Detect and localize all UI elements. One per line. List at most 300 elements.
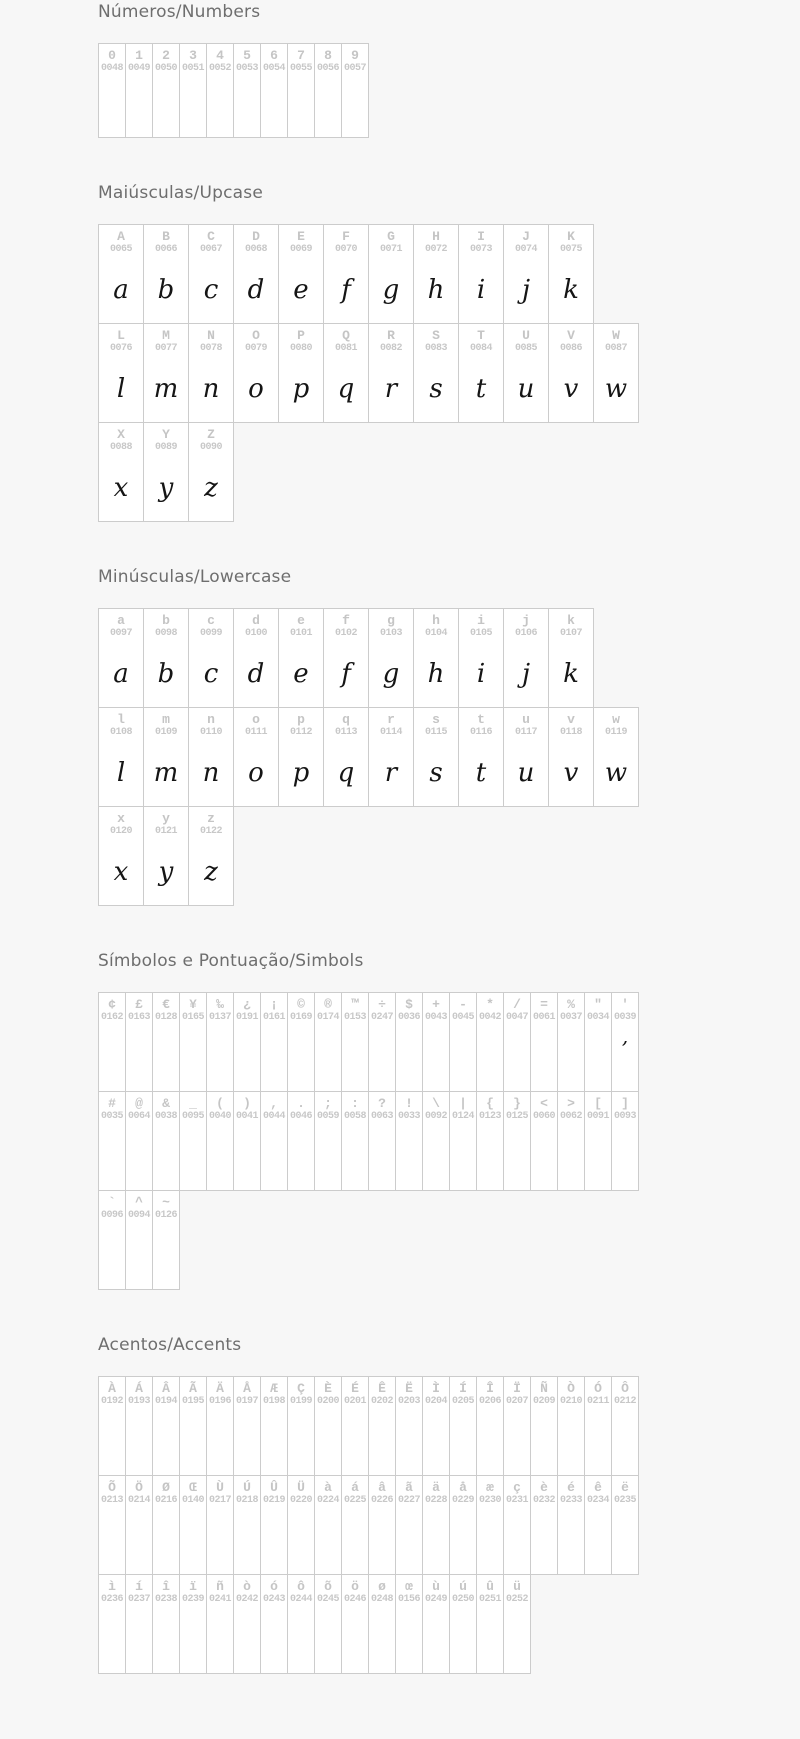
glyph-cell xyxy=(152,992,180,1092)
section-title: Símbolos e Pontuação/Simbols xyxy=(98,951,364,971)
character-code: 0237 xyxy=(127,1594,150,1605)
character-label: u xyxy=(522,712,530,727)
character-code: 0124 xyxy=(451,1111,474,1122)
character-code: 0071 xyxy=(379,244,402,255)
character-label: ? xyxy=(378,1096,386,1111)
character-code: 0246 xyxy=(343,1594,366,1605)
character-code: 0041 xyxy=(235,1111,258,1122)
character-code: 0242 xyxy=(235,1594,258,1605)
glyph-cell xyxy=(314,1574,342,1674)
character-label: F xyxy=(342,229,350,244)
glyph-cell xyxy=(548,707,594,807)
glyph-cell xyxy=(278,224,324,324)
character-code: 0085 xyxy=(514,343,537,354)
glyph-cell xyxy=(548,224,594,324)
glyph-preview xyxy=(369,1123,395,1190)
character-code: 0219 xyxy=(262,1495,285,1506)
character-label: p xyxy=(297,712,305,727)
character-label: _ xyxy=(189,1096,197,1111)
glyph-preview: r xyxy=(384,373,398,404)
glyph-cell xyxy=(395,1574,423,1674)
glyph-cell xyxy=(368,1475,396,1575)
glyph-cell xyxy=(98,608,144,708)
glyph-preview xyxy=(369,1507,395,1574)
character-code: 0044 xyxy=(262,1111,285,1122)
glyph-preview xyxy=(315,1123,341,1190)
character-code: 0099 xyxy=(199,628,222,639)
character-code: 0055 xyxy=(289,63,312,74)
character-label: ] xyxy=(621,1096,629,1111)
character-label: y xyxy=(162,811,170,826)
glyph-preview xyxy=(369,1606,395,1673)
character-code: 0128 xyxy=(154,1012,177,1023)
glyph-cell xyxy=(206,992,234,1092)
glyph-cell xyxy=(260,1091,288,1191)
character-label: ì xyxy=(108,1579,116,1594)
character-label: Ó xyxy=(594,1381,602,1396)
glyph-cell xyxy=(395,1376,423,1476)
glyph-row xyxy=(98,608,800,708)
character-label: ‰ xyxy=(216,997,224,1012)
glyph-preview xyxy=(99,1123,125,1190)
glyph-row xyxy=(98,992,800,1092)
glyph-preview xyxy=(288,1606,314,1673)
character-label: Ã xyxy=(189,1381,197,1396)
glyph-preview xyxy=(450,1606,476,1673)
glyph-preview xyxy=(450,1507,476,1574)
character-label: > xyxy=(567,1096,575,1111)
character-label: ê xyxy=(594,1480,602,1495)
glyph-cell xyxy=(278,323,324,423)
character-code: 0251 xyxy=(478,1594,501,1605)
glyph-cell xyxy=(323,323,369,423)
glyph-preview xyxy=(504,1507,530,1574)
character-label: P xyxy=(297,328,305,343)
character-label: + xyxy=(432,997,440,1012)
character-label: é xyxy=(567,1480,575,1495)
glyph-cell xyxy=(584,992,612,1092)
character-code: 0079 xyxy=(244,343,267,354)
character-label: k xyxy=(567,613,575,628)
character-code: 0036 xyxy=(397,1012,420,1023)
glyph-preview xyxy=(531,1507,557,1574)
character-code: 0063 xyxy=(370,1111,393,1122)
character-code: 0112 xyxy=(289,727,312,738)
character-code: 0243 xyxy=(262,1594,285,1605)
character-label: ( xyxy=(216,1096,224,1111)
character-code: 0226 xyxy=(370,1495,393,1506)
character-label: o xyxy=(252,712,260,727)
glyph-preview xyxy=(531,1024,557,1091)
glyph-preview: n xyxy=(202,757,220,788)
character-code: 0202 xyxy=(370,1396,393,1407)
character-code: 0239 xyxy=(181,1594,204,1605)
glyph-cell xyxy=(143,323,189,423)
character-code: 0220 xyxy=(289,1495,312,1506)
glyph-cell xyxy=(368,992,396,1092)
glyph-preview xyxy=(612,1123,638,1190)
character-label: à xyxy=(324,1480,332,1495)
character-code: 0245 xyxy=(316,1594,339,1605)
glyph-preview xyxy=(558,1507,584,1574)
character-label: j xyxy=(522,613,530,628)
character-code: 0207 xyxy=(505,1396,528,1407)
glyph-cell xyxy=(260,1574,288,1674)
glyph-preview: w xyxy=(604,757,628,788)
character-code: 0040 xyxy=(208,1111,231,1122)
character-label: É xyxy=(351,1381,359,1396)
glyph-preview xyxy=(207,75,233,137)
glyph-cell xyxy=(206,1574,234,1674)
character-label: æ xyxy=(486,1480,494,1495)
glyph-cell xyxy=(323,224,369,324)
glyph-preview xyxy=(180,75,206,137)
glyph-preview xyxy=(153,1222,179,1289)
glyph-cell xyxy=(413,323,459,423)
glyph-preview: a xyxy=(113,274,129,305)
character-label: D xyxy=(252,229,260,244)
glyph-cell xyxy=(449,1376,477,1476)
glyph-preview xyxy=(342,75,368,137)
character-code: 0156 xyxy=(397,1594,420,1605)
glyph-preview xyxy=(450,1024,476,1091)
character-label: Õ xyxy=(108,1480,116,1495)
glyph-preview xyxy=(558,1408,584,1475)
character-label: s xyxy=(432,712,440,727)
character-code: 0067 xyxy=(199,244,222,255)
character-code: 0137 xyxy=(208,1012,231,1023)
character-label: l xyxy=(117,712,125,727)
character-code: 0162 xyxy=(100,1012,123,1023)
character-code: 0120 xyxy=(109,826,132,837)
glyph-preview xyxy=(99,1024,125,1091)
glyph-cell xyxy=(476,1376,504,1476)
glyph-preview: q xyxy=(337,757,355,788)
glyph-cell xyxy=(368,224,414,324)
character-label: = xyxy=(540,997,548,1012)
character-label: ÷ xyxy=(378,997,386,1012)
glyph-preview xyxy=(180,1024,206,1091)
glyph-preview: c xyxy=(203,658,219,689)
glyph-preview xyxy=(180,1123,206,1190)
character-label: £ xyxy=(135,997,143,1012)
glyph-cell xyxy=(179,992,207,1092)
character-code: 0054 xyxy=(262,63,285,74)
glyph-preview xyxy=(261,1024,287,1091)
character-code: 0101 xyxy=(289,628,312,639)
glyph-preview xyxy=(396,1024,422,1091)
character-code: 0103 xyxy=(379,628,402,639)
glyph-preview xyxy=(99,1408,125,1475)
character-label: 2 xyxy=(162,48,170,63)
character-code: 0206 xyxy=(478,1396,501,1407)
glyph-cell xyxy=(125,992,153,1092)
glyph-cell xyxy=(125,43,153,138)
glyph-cell xyxy=(98,43,126,138)
glyph-cell xyxy=(593,323,639,423)
character-label: e xyxy=(297,613,305,628)
character-code: 0051 xyxy=(181,63,204,74)
character-code: 0210 xyxy=(559,1396,582,1407)
character-code: 0111 xyxy=(244,727,267,738)
glyph-cell xyxy=(260,1376,288,1476)
character-label: Ö xyxy=(135,1480,143,1495)
glyph-cell xyxy=(233,992,261,1092)
character-code: 0042 xyxy=(478,1012,501,1023)
character-label: á xyxy=(351,1480,359,1495)
character-label: $ xyxy=(405,997,413,1012)
glyph-cell xyxy=(98,1475,126,1575)
glyph-cell xyxy=(368,707,414,807)
character-code: 0191 xyxy=(235,1012,258,1023)
glyph-preview xyxy=(207,1606,233,1673)
character-code: 0110 xyxy=(199,727,222,738)
glyph-cell xyxy=(233,608,279,708)
character-label: Í xyxy=(459,1381,467,1396)
glyph-cell xyxy=(611,1475,639,1575)
glyph-cell xyxy=(143,224,189,324)
character-code: 0241 xyxy=(208,1594,231,1605)
character-code: 0096 xyxy=(100,1210,123,1221)
glyph-preview xyxy=(450,1408,476,1475)
glyph-preview xyxy=(261,1408,287,1475)
glyph-preview xyxy=(153,1606,179,1673)
glyph-cell xyxy=(611,992,639,1092)
glyph-cell xyxy=(584,1091,612,1191)
glyph-preview xyxy=(477,1408,503,1475)
glyph-preview xyxy=(288,1507,314,1574)
glyph-cell xyxy=(98,806,144,906)
glyph-preview xyxy=(504,1606,530,1673)
character-label: U xyxy=(522,328,530,343)
glyph-preview: x xyxy=(113,856,129,887)
glyph-cell xyxy=(368,1091,396,1191)
character-label: ñ xyxy=(216,1579,224,1594)
glyph-cell xyxy=(341,1376,369,1476)
glyph-cell xyxy=(422,1475,450,1575)
glyph-preview: l xyxy=(116,373,126,404)
glyph-cell xyxy=(584,1376,612,1476)
glyph-cell xyxy=(125,1190,153,1290)
character-code: 0050 xyxy=(154,63,177,74)
character-label: ! xyxy=(405,1096,413,1111)
character-code: 0163 xyxy=(127,1012,150,1023)
character-code: 0169 xyxy=(289,1012,312,1023)
glyph-preview xyxy=(396,1408,422,1475)
character-label: [ xyxy=(594,1096,602,1111)
character-label: Ò xyxy=(567,1381,575,1396)
glyph-preview: z xyxy=(204,856,218,887)
character-label: ' xyxy=(621,997,629,1012)
character-label: X xyxy=(117,427,125,442)
character-label: ™ xyxy=(351,997,359,1012)
character-label: r xyxy=(387,712,395,727)
glyph-preview xyxy=(99,1507,125,1574)
character-label: Ñ xyxy=(540,1381,548,1396)
glyph-cell xyxy=(287,1574,315,1674)
glyph-preview: v xyxy=(563,757,579,788)
glyph-cell xyxy=(503,224,549,324)
glyph-preview: y xyxy=(158,856,174,887)
character-code: 0083 xyxy=(424,343,447,354)
glyph-preview xyxy=(153,1024,179,1091)
character-code: 0080 xyxy=(289,343,312,354)
glyph-preview: n xyxy=(202,373,220,404)
character-label: c xyxy=(207,613,215,628)
glyph-cell xyxy=(233,224,279,324)
glyph-preview xyxy=(369,1024,395,1091)
glyph-cell xyxy=(179,1376,207,1476)
character-label: Ù xyxy=(216,1480,224,1495)
character-label: " xyxy=(594,997,602,1012)
character-label: ® xyxy=(324,997,332,1012)
glyph-cell xyxy=(368,1376,396,1476)
character-code: 0060 xyxy=(532,1111,555,1122)
glyph-preview xyxy=(477,1024,503,1091)
glyph-cell xyxy=(548,608,594,708)
glyph-preview xyxy=(261,1507,287,1574)
character-label: œ xyxy=(405,1579,413,1594)
glyph-cell xyxy=(503,323,549,423)
character-label: : xyxy=(351,1096,359,1111)
glyph-preview xyxy=(504,1024,530,1091)
glyph-cell xyxy=(548,323,594,423)
glyph-cell xyxy=(179,1475,207,1575)
glyph-cell xyxy=(179,1091,207,1191)
glyph-cell xyxy=(341,1574,369,1674)
glyph-preview: p xyxy=(292,757,310,788)
glyph-cell xyxy=(503,992,531,1092)
character-label: ú xyxy=(459,1579,467,1594)
character-label: v xyxy=(567,712,575,727)
glyph-preview xyxy=(288,75,314,137)
glyph-cell xyxy=(98,707,144,807)
glyph-preview xyxy=(342,1507,368,1574)
character-label: M xyxy=(162,328,170,343)
character-code: 0217 xyxy=(208,1495,231,1506)
character-label: Œ xyxy=(189,1480,197,1495)
glyph-cell xyxy=(449,1475,477,1575)
glyph-cell xyxy=(503,707,549,807)
character-code: 0198 xyxy=(262,1396,285,1407)
character-code: 0213 xyxy=(100,1495,123,1506)
character-code: 0119 xyxy=(604,727,627,738)
character-code: 0109 xyxy=(154,727,177,738)
character-code: 0228 xyxy=(424,1495,447,1506)
glyph-cell xyxy=(233,707,279,807)
glyph-cell xyxy=(233,1475,261,1575)
character-code: 0122 xyxy=(199,826,222,837)
glyph-cell xyxy=(611,1376,639,1476)
glyph-preview: p xyxy=(292,373,310,404)
glyph-preview xyxy=(288,1123,314,1190)
character-code: 0033 xyxy=(397,1111,420,1122)
character-label: K xyxy=(567,229,575,244)
glyph-cell xyxy=(395,992,423,1092)
glyph-preview: t xyxy=(475,757,487,788)
character-code: 0104 xyxy=(424,628,447,639)
character-code: 0161 xyxy=(262,1012,285,1023)
character-code: 0062 xyxy=(559,1111,582,1122)
character-code: 0195 xyxy=(181,1396,204,1407)
glyph-cell xyxy=(557,992,585,1092)
character-label: Ê xyxy=(378,1381,386,1396)
glyph-preview xyxy=(315,75,341,137)
character-code: 0230 xyxy=(478,1495,501,1506)
glyph-preview: o xyxy=(248,373,264,404)
glyph-row xyxy=(98,422,800,522)
glyph-cell xyxy=(503,1475,531,1575)
glyph-preview: j xyxy=(521,658,531,689)
glyph-preview xyxy=(207,1123,233,1190)
glyph-preview: y xyxy=(158,472,174,503)
glyph-cell xyxy=(152,43,180,138)
character-code: 0232 xyxy=(532,1495,555,1506)
character-label: 5 xyxy=(243,48,251,63)
character-code: 0081 xyxy=(334,343,357,354)
section-accents xyxy=(98,1335,800,1674)
glyph-cell xyxy=(287,992,315,1092)
glyph-preview: a xyxy=(113,658,129,689)
glyph-preview xyxy=(153,1408,179,1475)
character-label: H xyxy=(432,229,440,244)
glyph-cell xyxy=(395,1475,423,1575)
glyph-preview xyxy=(234,1024,260,1091)
glyph-preview: h xyxy=(427,274,445,305)
glyph-cell xyxy=(314,1376,342,1476)
glyph-cell xyxy=(341,992,369,1092)
character-label: Ü xyxy=(297,1480,305,1495)
character-code: 0066 xyxy=(154,244,177,255)
glyph-preview xyxy=(288,1024,314,1091)
character-label: S xyxy=(432,328,440,343)
character-label: , xyxy=(270,1096,278,1111)
glyph-cell xyxy=(422,1574,450,1674)
character-code: 0247 xyxy=(370,1012,393,1023)
glyph-cell xyxy=(143,707,189,807)
glyph-cell xyxy=(287,43,315,138)
character-label: < xyxy=(540,1096,548,1111)
character-code: 0140 xyxy=(181,1495,204,1506)
glyph-preview xyxy=(180,1408,206,1475)
glyph-preview xyxy=(396,1123,422,1190)
glyph-preview xyxy=(558,1123,584,1190)
glyph-preview: w xyxy=(604,373,628,404)
character-code: 0095 xyxy=(181,1111,204,1122)
character-code: 0043 xyxy=(424,1012,447,1023)
glyph-cell xyxy=(98,1574,126,1674)
glyph-preview xyxy=(153,75,179,137)
glyph-preview: i xyxy=(476,274,486,305)
glyph-cell xyxy=(206,1376,234,1476)
glyph-cell xyxy=(260,1475,288,1575)
glyph-cell xyxy=(188,422,234,522)
glyph-preview xyxy=(126,1507,152,1574)
character-label: 0 xyxy=(108,48,116,63)
character-label: C xyxy=(207,229,215,244)
character-label: ö xyxy=(351,1579,359,1594)
character-label: I xyxy=(477,229,485,244)
character-code: 0059 xyxy=(316,1111,339,1122)
glyph-preview xyxy=(315,1606,341,1673)
glyph-cell xyxy=(368,1574,396,1674)
character-label: Æ xyxy=(270,1381,278,1396)
glyph-cell xyxy=(476,1475,504,1575)
glyph-row xyxy=(98,1376,800,1476)
character-code: 0075 xyxy=(559,244,582,255)
glyph-cell xyxy=(125,1475,153,1575)
character-code: 0194 xyxy=(154,1396,177,1407)
